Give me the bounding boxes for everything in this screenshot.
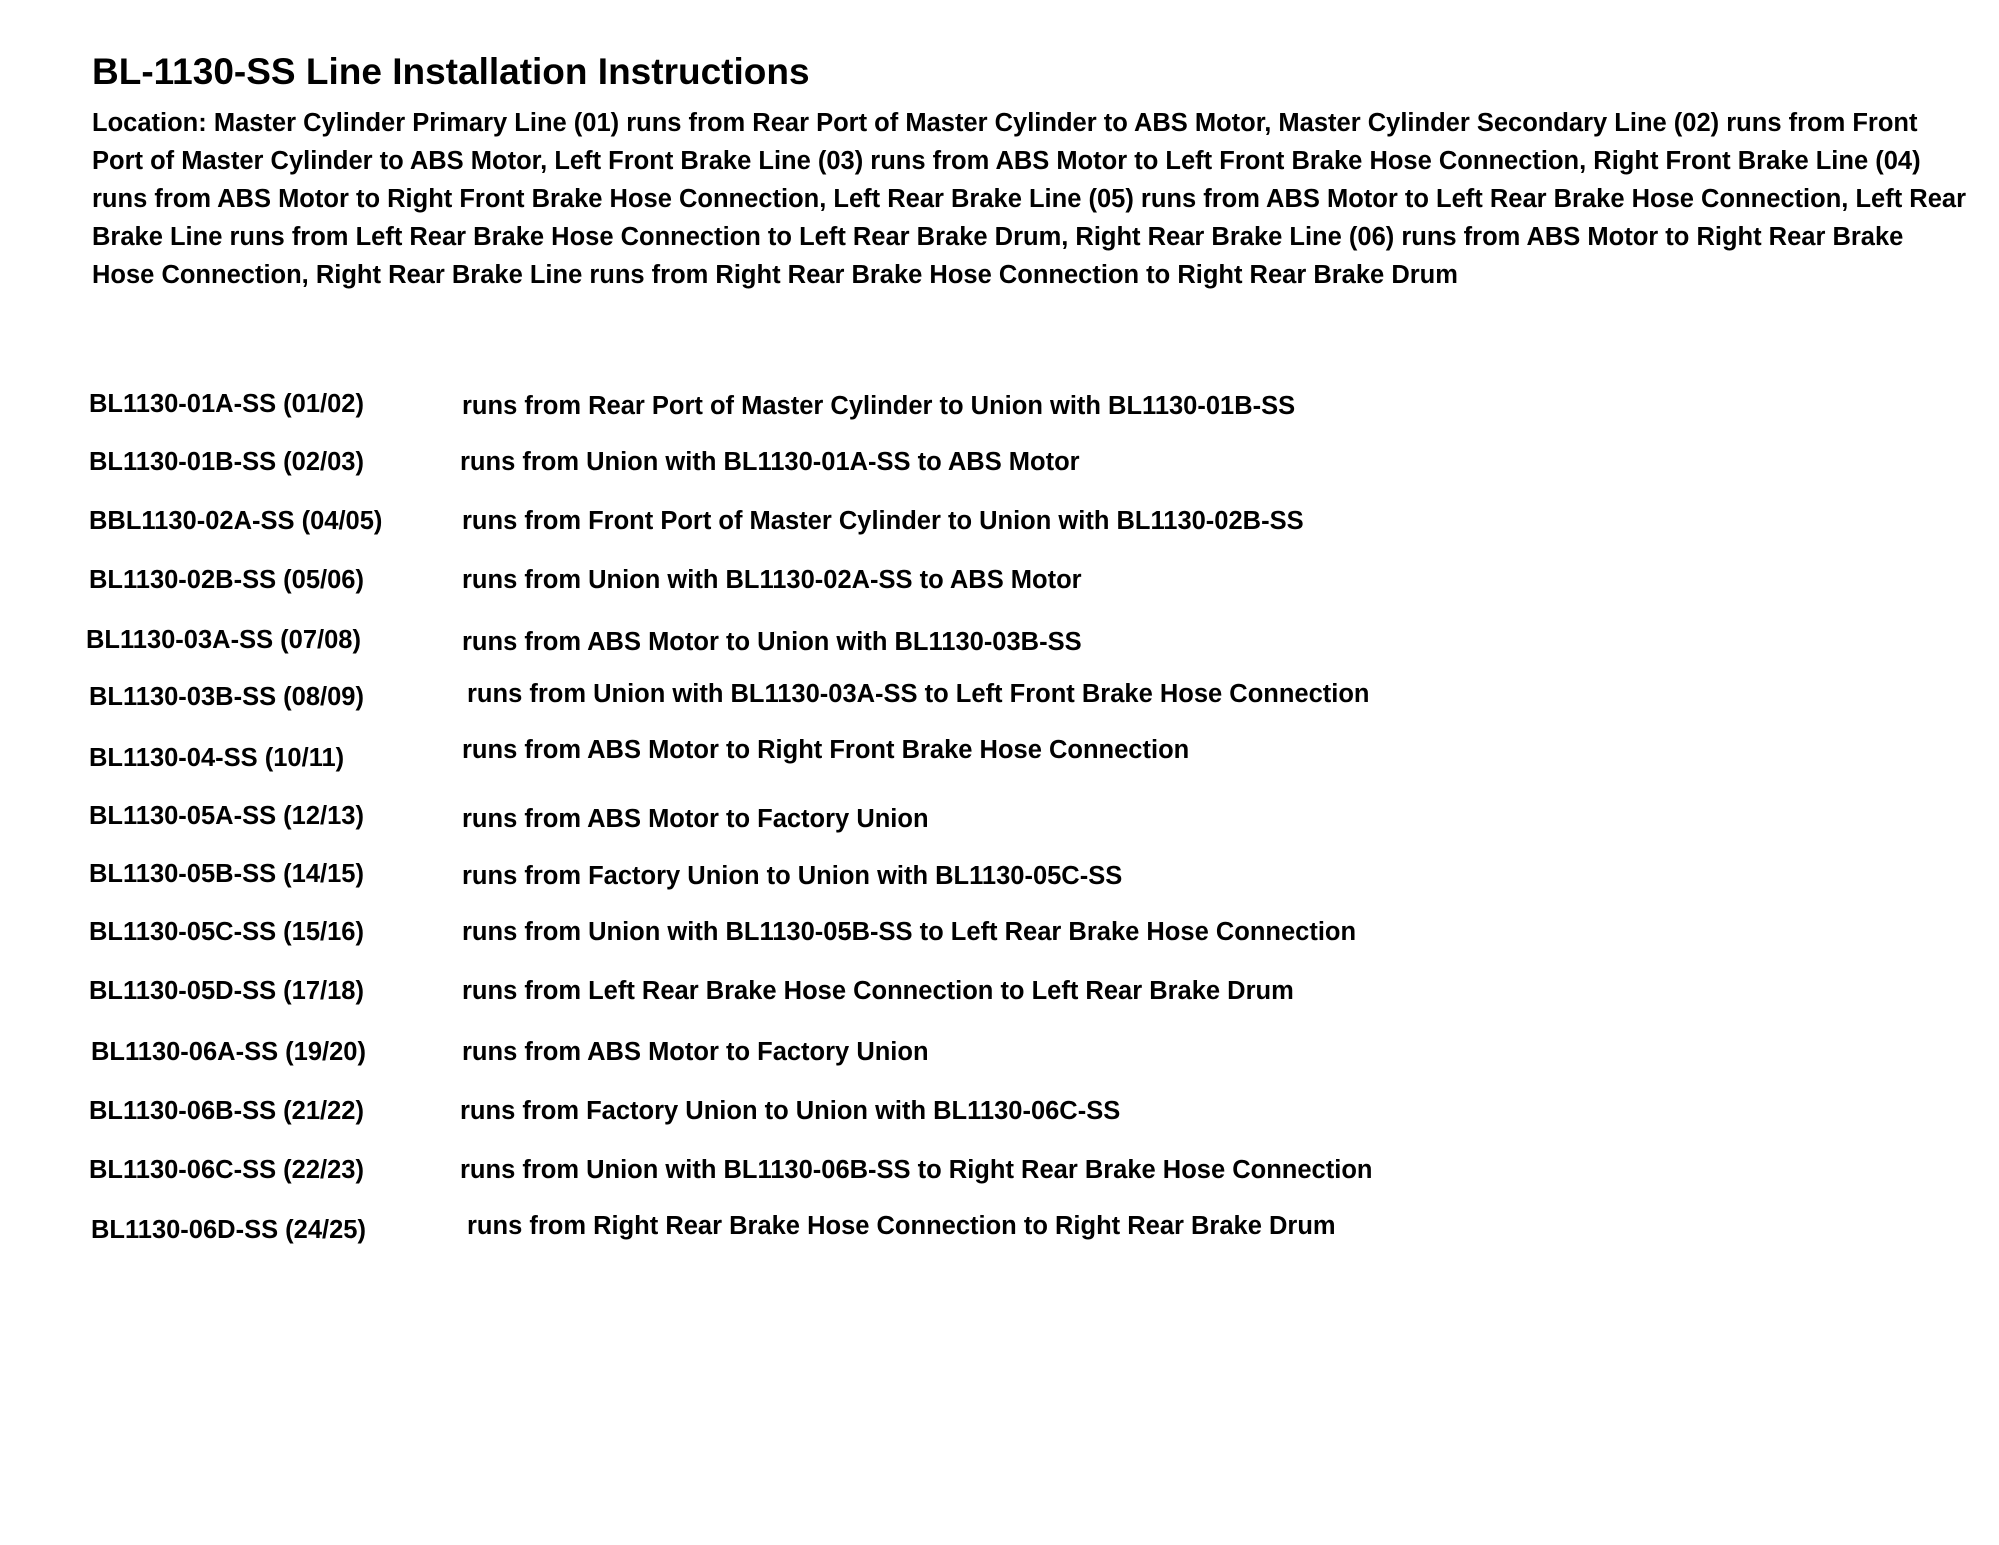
line-description: runs from Left Rear Brake Hose Connection to Left Rear Brake Drum xyxy=(462,977,1294,1005)
line-row xyxy=(0,676,1999,716)
line-description: runs from ABS Motor to Union with BL1130-03B-SS xyxy=(462,628,1082,656)
line-part-number: BL1130-06B-SS (21/22) xyxy=(89,1097,364,1125)
line-description: runs from Union with BL1130-06B-SS to Right Rear Brake Hose Connection xyxy=(460,1156,1373,1184)
line-part-number: BL1130-05B-SS (14/15) xyxy=(89,860,364,888)
line-part-number: BL1130-05A-SS (12/13) xyxy=(89,802,364,830)
line-part-number: BL1130-06D-SS (24/25) xyxy=(91,1216,366,1244)
line-row xyxy=(0,1034,1999,1074)
line-part-number: BL1130-02B-SS (05/06) xyxy=(89,566,364,594)
line-row xyxy=(0,732,1999,772)
line-description: runs from Union with BL1130-01A-SS to ABS Motor xyxy=(460,448,1080,476)
line-part-number: BL1130-06A-SS (19/20) xyxy=(91,1038,366,1066)
line-part-number: BL1130-01A-SS (01/02) xyxy=(89,390,364,418)
line-description: runs from ABS Motor to Right Front Brake Hose Connection xyxy=(462,736,1190,764)
line-row xyxy=(0,562,1999,602)
line-row xyxy=(0,622,1999,662)
page-title: BL-1130-SS Line Installation Instructions xyxy=(92,51,810,92)
line-row xyxy=(0,973,1999,1013)
line-description: runs from Right Rear Brake Hose Connection to Right Rear Brake Drum xyxy=(467,1212,1336,1240)
line-row xyxy=(0,798,1999,838)
line-description: runs from ABS Motor to Factory Union xyxy=(462,805,929,833)
line-part-number: BL1130-03A-SS (07/08) xyxy=(86,626,361,654)
line-part-number: BL1130-03B-SS (08/09) xyxy=(89,683,364,711)
line-row xyxy=(0,386,1999,426)
line-description: runs from Union with BL1130-03A-SS to Left Front Brake Hose Connection xyxy=(467,680,1370,708)
line-description: runs from Union with BL1130-05B-SS to Left Rear Brake Hose Connection xyxy=(462,918,1357,946)
line-row xyxy=(0,856,1999,896)
line-description: runs from Factory Union to Union with BL1130-05C-SS xyxy=(462,862,1123,890)
line-part-number: BL1130-05D-SS (17/18) xyxy=(89,977,364,1005)
line-description: runs from Factory Union to Union with BL1130-06C-SS xyxy=(460,1097,1121,1125)
line-row xyxy=(0,1152,1999,1192)
line-description: runs from ABS Motor to Factory Union xyxy=(462,1038,929,1066)
line-part-number: BL1130-01B-SS (02/03) xyxy=(89,448,364,476)
location-description: Location: Master Cylinder Primary Line (01) runs from Rear Port of Master Cylinder to ABS Motor, Master Cylinder Secondary Line (02) runs from Front Port of Master Cylinder to ABS Motor, Left Front Brake Line (03) runs from ABS Motor to Left Front Brake Hose Connection, Right Front Brake Line (04) runs from ABS Motor to Right Front Brake Hose Connection, Left Rear Brake Line (05) runs from ABS Motor to Left Rear Brake Hose Connection, Left Rear Brake Line runs from Left Rear Brake Hose Connection to Left Rear Brake Drum, Right Rear Brake Line (06) runs from ABS Motor to Right Rear Brake Hose Connection, Right Rear Brake Line runs from Right Rear Brake Hose Connection to Right Rear Brake Drum xyxy=(92,109,1966,289)
line-row xyxy=(0,444,1999,484)
line-description: runs from Front Port of Master Cylinder to Union with BL1130-02B-SS xyxy=(462,507,1304,535)
line-row xyxy=(0,914,1999,954)
line-row xyxy=(0,1208,1999,1248)
line-part-number: BBL1130-02A-SS (04/05) xyxy=(89,507,383,535)
line-part-number: BL1130-05C-SS (15/16) xyxy=(89,918,364,946)
line-part-number: BL1130-04-SS (10/11) xyxy=(89,744,345,772)
line-row xyxy=(0,503,1999,543)
line-row xyxy=(0,1093,1999,1133)
line-part-number: BL1130-06C-SS (22/23) xyxy=(89,1156,364,1184)
line-description: runs from Rear Port of Master Cylinder to Union with BL1130-01B-SS xyxy=(462,392,1296,420)
line-description: runs from Union with BL1130-02A-SS to ABS Motor xyxy=(462,566,1082,594)
